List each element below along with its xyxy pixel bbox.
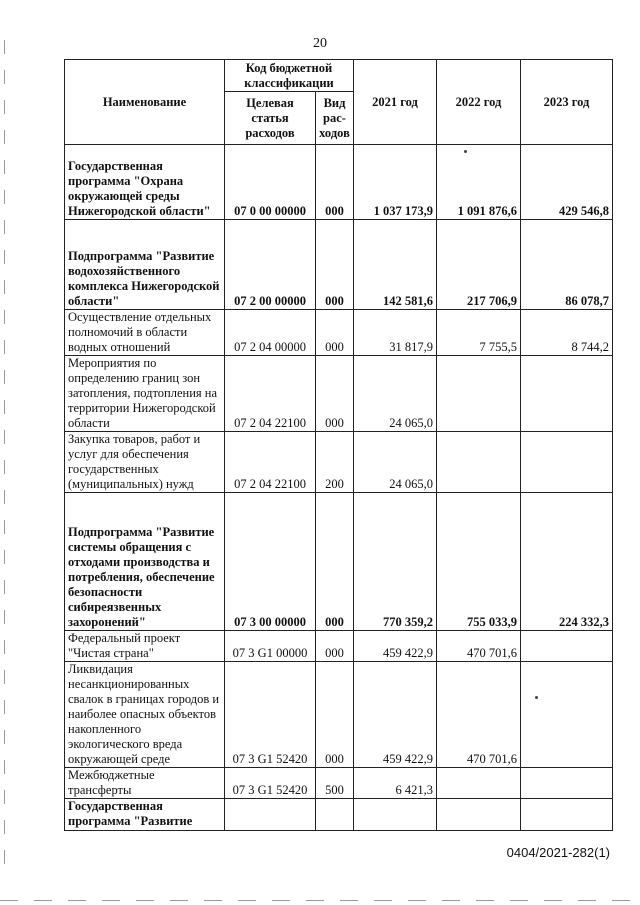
- row-name: Осуществление отдельных полномочий в области водных отношений: [65, 310, 225, 356]
- row-kind: 000: [316, 220, 354, 310]
- budget-table: [64, 59, 613, 831]
- row-2023: 86 078,7: [521, 220, 613, 310]
- row-name: Мероприятия по определению границ зон затопления, подтопления на территории Нижегородской области: [65, 356, 225, 432]
- row-name: Федеральный проект "Чистая страна": [65, 631, 225, 662]
- row-2023: [521, 631, 613, 662]
- document-id: 0404/2021-282(1): [506, 845, 610, 860]
- row-2023: 224 332,3: [521, 493, 613, 631]
- row-code: 07 2 00 00000: [225, 220, 316, 310]
- row-2021: 142 581,6: [354, 220, 437, 310]
- scan-bottom-edge: [0, 900, 640, 901]
- row-2021: 770 359,2: [354, 493, 437, 631]
- header-name: Наименование: [65, 60, 225, 145]
- row-code: 07 3 G1 52420: [225, 662, 316, 768]
- row-code: 07 2 04 22100: [225, 356, 316, 432]
- row-2023: [521, 356, 613, 432]
- table-row: [65, 432, 613, 493]
- header-expense-kind: Вид рас-ходов: [316, 92, 354, 145]
- table-row: [65, 220, 613, 310]
- row-2023: 429 546,8: [521, 145, 613, 220]
- row-name: Государственная программа "Развитие: [65, 799, 225, 831]
- row-2022: 470 701,6: [437, 662, 521, 768]
- table-row: [65, 493, 613, 631]
- row-name: Закупка товаров, работ и услуг для обеспечения государственных (муниципальных) нужд: [65, 432, 225, 493]
- row-2022: [437, 432, 521, 493]
- row-2021: 459 422,9: [354, 662, 437, 768]
- row-2022: 755 033,9: [437, 493, 521, 631]
- row-kind: [316, 799, 354, 831]
- row-kind: 200: [316, 432, 354, 493]
- row-2021: 459 422,9: [354, 631, 437, 662]
- row-2022: [437, 768, 521, 799]
- header-2022: 2022 год: [437, 60, 521, 145]
- row-2022: 217 706,9: [437, 220, 521, 310]
- table-row: [65, 768, 613, 799]
- table-row: [65, 356, 613, 432]
- row-2021: 24 065,0: [354, 356, 437, 432]
- row-2021: [354, 799, 437, 831]
- header-target-article: Целевая статья расходов: [225, 92, 316, 145]
- row-code: 07 0 00 00000: [225, 145, 316, 220]
- row-kind: 000: [316, 145, 354, 220]
- row-code: 07 3 G1 52420: [225, 768, 316, 799]
- row-code: 07 3 G1 00000: [225, 631, 316, 662]
- row-code: [225, 799, 316, 831]
- row-2021: 24 065,0: [354, 432, 437, 493]
- row-2023: [521, 662, 613, 768]
- row-kind: 000: [316, 356, 354, 432]
- table-row: [65, 631, 613, 662]
- row-name: Ликвидация несанкционированных свалок в границах городов и наиболее опасных объектов накопленного экологического вреда окружающей среде: [65, 662, 225, 768]
- row-kind: 500: [316, 768, 354, 799]
- row-name: Подпрограмма "Развитие водохозяйственного комплекса Нижегородской области": [65, 220, 225, 310]
- row-kind: 000: [316, 493, 354, 631]
- row-2023: [521, 799, 613, 831]
- row-2021: 1 037 173,9: [354, 145, 437, 220]
- header-2023: 2023 год: [521, 60, 613, 145]
- row-code: 07 2 04 22100: [225, 432, 316, 493]
- row-kind: 000: [316, 310, 354, 356]
- header-2021: 2021 год: [354, 60, 437, 145]
- table-row: [65, 662, 613, 768]
- row-2022: 7 755,5: [437, 310, 521, 356]
- row-name: Подпрограмма "Развитие системы обращения с отходами производства и потребления, обеспечение безопасности сибиреязвенных захоронений": [65, 493, 225, 631]
- row-2022: [437, 356, 521, 432]
- scan-left-edge: [4, 40, 5, 870]
- row-2023: [521, 432, 613, 493]
- row-code: 07 2 04 00000: [225, 310, 316, 356]
- header-budget-code: Код бюджетной классификации: [225, 60, 354, 92]
- page-number: 20: [313, 36, 327, 51]
- row-2021: 6 421,3: [354, 768, 437, 799]
- row-2022: [437, 799, 521, 831]
- row-2023: 8 744,2: [521, 310, 613, 356]
- row-2021: 31 817,9: [354, 310, 437, 356]
- table-row: [65, 145, 613, 220]
- row-name: Государственная программа "Охрана окружающей среды Нижегородской области": [65, 145, 225, 220]
- row-2023: [521, 768, 613, 799]
- row-kind: 000: [316, 662, 354, 768]
- row-code: 07 3 00 00000: [225, 493, 316, 631]
- row-name: Межбюджетные трансферты: [65, 768, 225, 799]
- row-kind: 000: [316, 631, 354, 662]
- table-row: [65, 799, 613, 831]
- row-2022: 470 701,6: [437, 631, 521, 662]
- table-row: [65, 310, 613, 356]
- row-2022: 1 091 876,6: [437, 145, 521, 220]
